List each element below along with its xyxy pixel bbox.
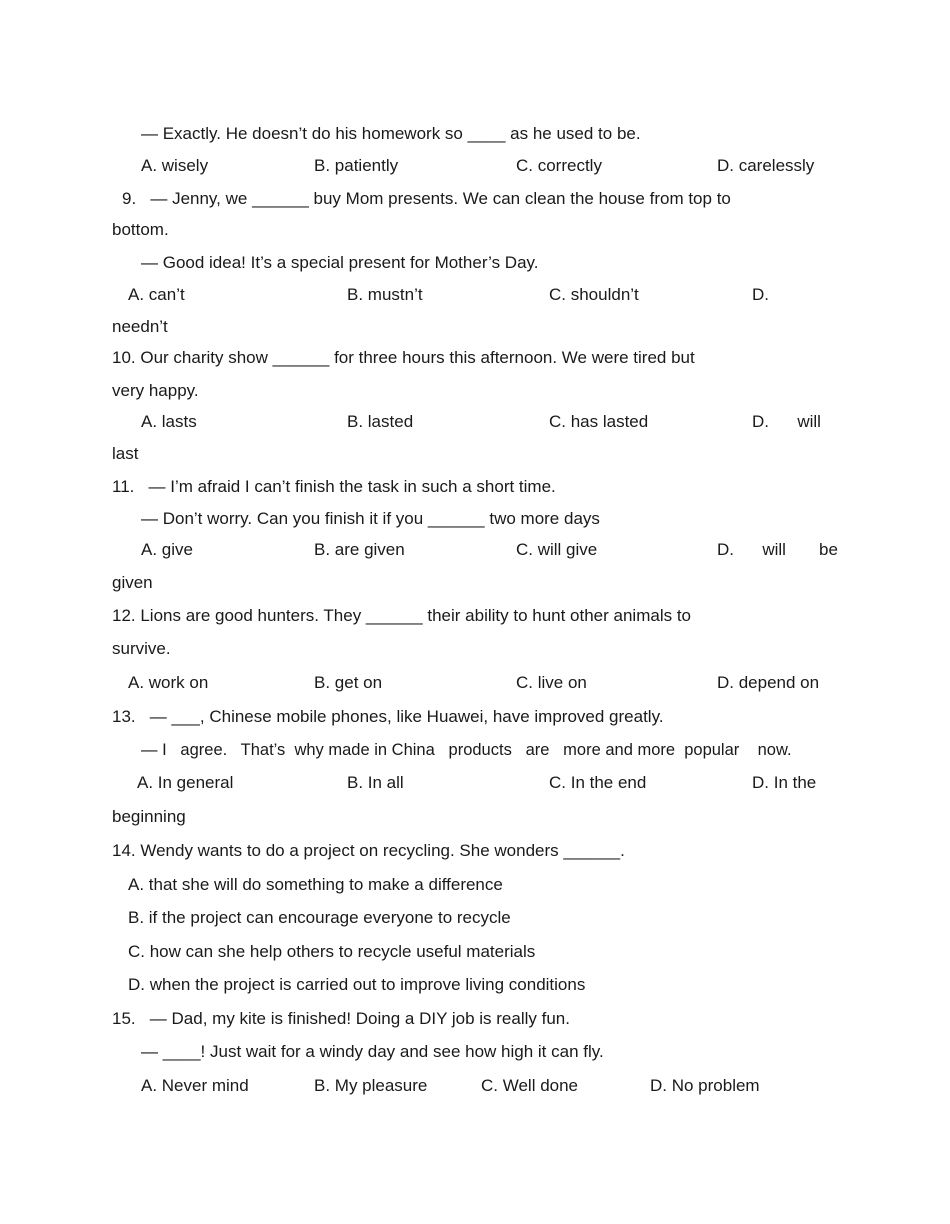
q11-stem: 11. — I’m afraid I can’t finish the task in such a short time.: [112, 477, 556, 496]
q9-option-b: B. mustn’t: [347, 285, 423, 304]
q9-stem: 9. — Jenny, we ______ buy Mom presents. We can clean the house from top to: [122, 189, 731, 208]
q15-stem: 15. — Dad, my kite is finished! Doing a DIY job is really fun.: [112, 1009, 570, 1028]
q9-option-c: C. shouldn’t: [549, 285, 639, 304]
q12-stem: 12. Lions are good hunters. They ______ their ability to hunt other animals to: [112, 606, 692, 625]
q9-response: — Good idea! It’s a special present for Mother’s Day.: [141, 253, 539, 272]
q15-option-c: C. Well done: [481, 1076, 579, 1095]
q11-option-b: B. are given: [314, 540, 405, 559]
q12-option-c: C. live on: [516, 673, 587, 692]
q15-response: — ____! Just wait for a windy day and see how high it can fly.: [141, 1042, 604, 1061]
q8-option-a: A. wisely: [141, 156, 209, 175]
q10-stem-cont: very happy.: [112, 381, 199, 400]
q9-option-d-letter: D.: [752, 285, 769, 304]
q8-option-d: D. carelessly: [717, 156, 815, 175]
q9-stem-cont: bottom.: [112, 220, 169, 239]
q9-option-a: A. can’t: [128, 285, 185, 304]
q13-option-b: B. In all: [347, 773, 404, 792]
q9-option-d-text: needn’t: [112, 317, 168, 336]
q14-option-b: B. if the project can encourage everyone to recycle: [128, 908, 511, 927]
q13-response: — I agree. That’s why made in China products are more and more popular now.: [141, 741, 792, 759]
q15-option-a: A. Never mind: [141, 1076, 249, 1095]
q13-option-a: A. In general: [137, 773, 234, 792]
q12-option-d: D. depend on: [717, 673, 820, 692]
q15-option-d: D. No problem: [650, 1076, 760, 1095]
q11-response: — Don’t worry. Can you finish it if you ______ two more days: [141, 509, 600, 528]
q15-option-b: B. My pleasure: [314, 1076, 428, 1095]
q11-option-d-letter: D. will be: [717, 540, 838, 559]
q14-option-c: C. how can she help others to recycle useful materials: [128, 942, 536, 961]
q13-option-d-text: beginning: [112, 807, 186, 826]
q10-option-b: B. lasted: [347, 412, 414, 431]
q12-option-b: B. get on: [314, 673, 383, 692]
q12-stem-cont: survive.: [112, 639, 171, 658]
q11-option-d-text: given: [112, 573, 153, 592]
q13-option-c: C. In the end: [549, 773, 647, 792]
q10-option-d-text: last: [112, 444, 139, 463]
q10-stem: 10. Our charity show ______ for three hours this afternoon. We were tired but: [112, 348, 695, 367]
q14-option-d: D. when the project is carried out to improve living conditions: [128, 975, 586, 994]
q14-option-a: A. that she will do something to make a difference: [128, 875, 503, 894]
q14-stem: 14. Wendy wants to do a project on recycling. She wonders ______.: [112, 841, 625, 860]
q8-option-b: B. patiently: [314, 156, 399, 175]
q13-option-d-letter: D. In the: [752, 773, 817, 792]
q8-response: — Exactly. He doesn’t do his homework so ____ as he used to be.: [141, 124, 641, 143]
q12-option-a: A. work on: [128, 673, 209, 692]
q11-option-c: C. will give: [516, 540, 598, 559]
q11-option-a: A. give: [141, 540, 193, 559]
q10-option-c: C. has lasted: [549, 412, 649, 431]
q8-option-c: C. correctly: [516, 156, 602, 175]
q10-option-d-letter: D. will: [752, 412, 821, 431]
q10-option-a: A. lasts: [141, 412, 197, 431]
q13-stem: 13. — ___, Chinese mobile phones, like Huawei, have improved greatly.: [112, 707, 664, 726]
